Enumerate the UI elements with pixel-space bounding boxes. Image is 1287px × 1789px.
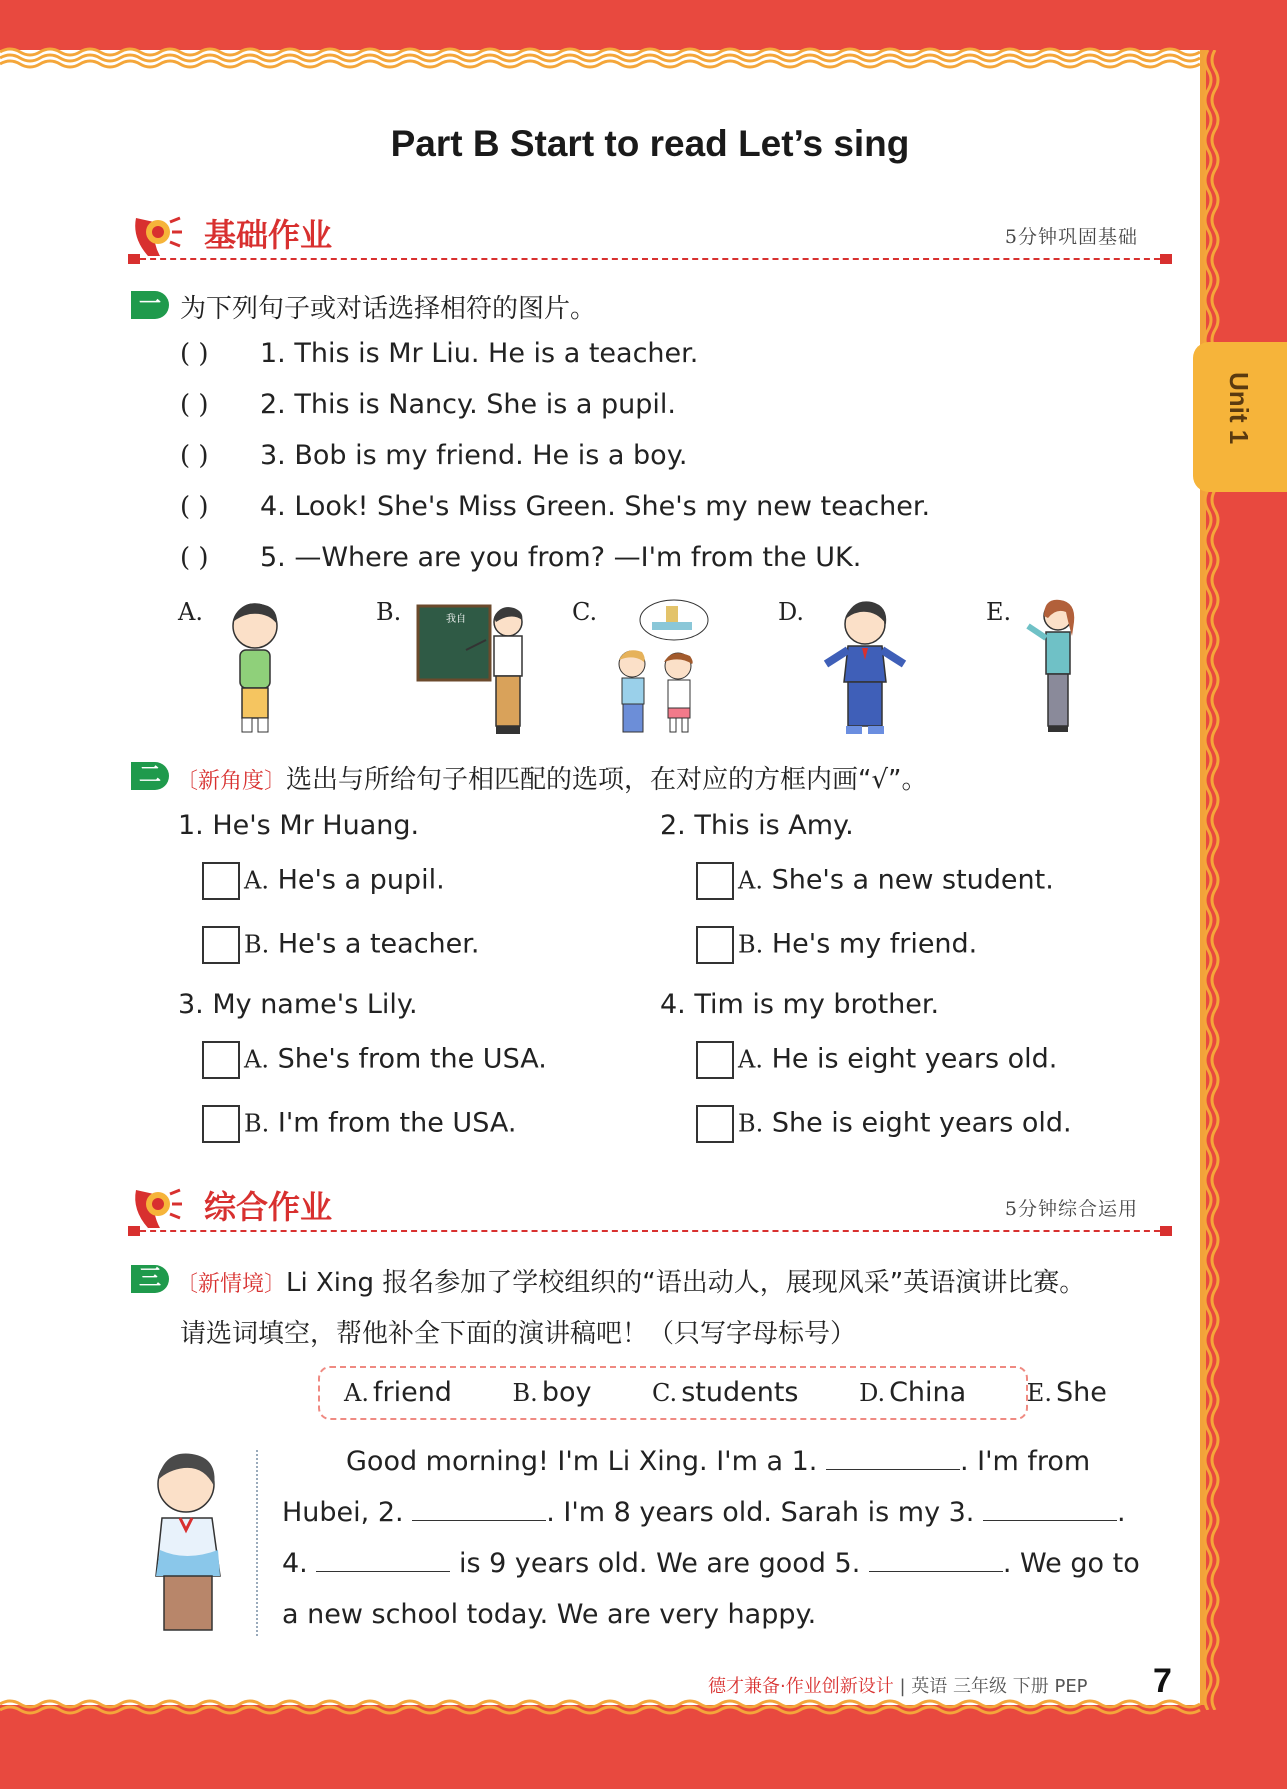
q1-item-1: ( ) 1. This is Mr Liu. He is a teacher. [180,338,699,369]
checkbox[interactable] [696,862,734,900]
section-divider [130,258,1170,260]
question-3-instruction: 〔新情境〕Li Xing 报名参加了学校组织的“语出动人，展现风采”英语演讲比赛。 [176,1268,1086,1298]
unit-tab[interactable] [1193,342,1287,492]
right-wavy-border [1200,50,1226,1710]
two-children-picture [604,598,714,738]
word-option: E. She [1026,1377,1107,1408]
blank-4[interactable] [316,1547,450,1572]
q2-stem-1: 1. He's Mr Huang. [178,810,420,841]
q2-q3-option-b: B. I'm from the USA. [202,1105,516,1143]
answer-paren[interactable]: ( ) [180,543,209,573]
question-1-instruction: 为下列句子或对话选择相符的图片。 [180,294,597,324]
top-wavy-border [0,46,1210,72]
page-title: Part B Start to read Let’s sing [390,123,910,164]
question-number-3: 三 [131,1265,169,1293]
speech-line-1: Good morning! I'm Li Xing. I'm a 1. . I'm from [346,1446,1091,1477]
q1-item-4: ( ) 4. Look! She's Miss Green. She's my new teacher. [180,491,931,522]
section-label-comprehensive: 综合作业 [204,1188,333,1226]
q2-q2-option-a: A. She's a new student. [696,862,1054,900]
teacher-blackboard-picture [416,600,536,738]
page-number: 7 [1153,1662,1172,1700]
picture-label-a: A. [178,598,203,626]
bell-icon [130,1180,184,1232]
question-2-tag: 〔新角度〕 [176,769,287,794]
question-3-tag: 〔新情境〕 [176,1272,287,1297]
boy-picture [220,598,290,738]
blank-1[interactable] [826,1445,960,1470]
q1-item-3: ( ) 3. Bob is my friend. He is a boy. [180,440,688,471]
q2-q4-option-a: A. He is eight years old. [696,1041,1057,1079]
question-3-instruction-2: 请选词填空，帮他补全下面的演讲稿吧！（只写字母标号） [180,1319,857,1349]
question-number-2: 二 [131,762,169,790]
footer-grade: 三年级 下册 PEP [953,1676,1088,1697]
word-bank [318,1366,1107,1420]
checkbox[interactable] [202,1105,240,1143]
blank-5[interactable] [869,1547,1003,1572]
checkbox[interactable] [202,926,240,964]
speech-text [282,1436,1170,1640]
blackboard-text: 我自 [446,614,466,625]
checkbox[interactable] [202,862,240,900]
section-note-comprehensive: 5分钟综合运用 [1004,1198,1138,1220]
q2-q4-option-b: B. She is eight years old. [696,1105,1072,1143]
bottom-wavy-border [0,1698,1210,1724]
q2-q1-option-a: A. He's a pupil. [202,862,445,900]
woman-teacher-picture [1022,596,1082,736]
answer-paren[interactable]: ( ) [180,390,209,420]
footer-brand: 德才兼备·作业创新设计 [708,1676,894,1697]
word-option: A. friend [344,1377,452,1408]
q2-q2-option-b: B. He's my friend. [696,926,977,964]
checkbox[interactable] [696,1041,734,1079]
answer-paren[interactable]: ( ) [180,492,209,522]
dotted-divider [256,1450,258,1636]
answer-paren[interactable]: ( ) [180,339,209,369]
section-header-comprehensive [130,1180,1170,1240]
speech-line-3: 4. is 9 years old. We are good 5. . We go to [282,1548,1140,1579]
picture-label-e: E. [986,598,1012,626]
q2-q3-option-a: A. She's from the USA. [202,1041,547,1079]
blank-2[interactable] [412,1496,546,1521]
q1-item-5: ( ) 5. —Where are you from? —I'm from the UK. [180,542,862,573]
q2-stem-2: 2. This is Amy. [660,810,854,841]
picture-label-c: C. [572,598,598,626]
word-option: C. students [652,1377,799,1408]
question-2-instruction: 〔新角度〕选出与所给句子相匹配的选项，在对应的方框内画“√”。 [176,765,928,795]
picture-label-d: D. [778,598,805,626]
unit-tab-label: Unit 1 [1224,372,1254,445]
speech-line-4: a new school today. We are very happy. [282,1599,817,1630]
section-note-basic: 5分钟巩固基础 [1004,226,1138,248]
q2-stem-4: 4. Tim is my brother. [660,989,940,1020]
section-header-basic [130,208,1170,268]
question-number-1: 一 [131,291,169,319]
blank-3[interactable] [983,1496,1117,1521]
q2-q1-option-b: B. He's a teacher. [202,926,480,964]
footer-subject: 英语 [911,1676,948,1697]
li-xing-boy-picture [140,1446,240,1636]
checkbox[interactable] [202,1041,240,1079]
q2-stem-3: 3. My name's Lily. [178,989,418,1020]
section-divider [130,1230,1170,1232]
section-label-basic: 基础作业 [204,216,333,254]
checkbox[interactable] [696,1105,734,1143]
bell-icon [130,208,184,260]
speech-line-2: Hubei, 2. . I'm 8 years old. Sarah is my 3. . [282,1497,1126,1528]
footer: 德才兼备·作业创新设计 | 英语 三年级 下册 PEP [708,1676,1088,1697]
answer-paren[interactable]: ( ) [180,441,209,471]
word-option: D. China [859,1377,967,1408]
checkbox[interactable] [696,926,734,964]
q1-item-2: ( ) 2. This is Nancy. She is a pupil. [180,389,676,420]
picture-label-b: B. [376,598,402,626]
boy-in-suit-picture [820,598,910,738]
word-option: B. boy [512,1377,592,1408]
